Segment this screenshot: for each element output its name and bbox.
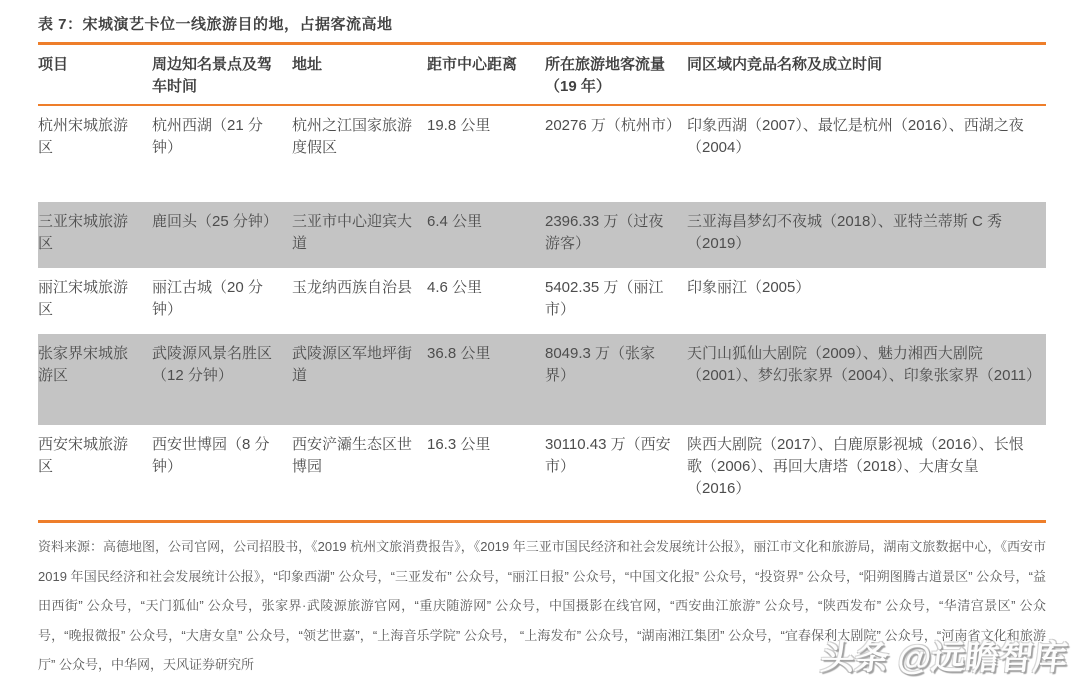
table-cell: 杭州宋城旅游区 <box>38 117 129 156</box>
table-cell: 天门山狐仙大剧院（2009）、魅力湘西大剧院（2001）、梦幻张家界（2004）、印象张家界（2011） <box>687 345 1041 384</box>
table-cell: 印象西湖（2007）、最忆是杭州（2016）、西湖之夜（2004） <box>687 117 1024 156</box>
header-project: 项目 <box>38 56 69 73</box>
table-cell: 西安浐灞生态区世博园 <box>292 436 413 475</box>
table-cell: 20276 万（杭州市） <box>545 117 681 134</box>
table-cell: 6.4 公里 <box>427 213 483 230</box>
table-cell: 西安宋城旅游区 <box>38 436 129 475</box>
table-cell: 三亚宋城旅游区 <box>38 213 129 252</box>
table-cell: 丽江古城（20 分钟） <box>152 279 263 318</box>
table-cell: 4.6 公里 <box>427 279 483 296</box>
table-cell: 张家界宋城旅游区 <box>38 345 129 384</box>
table-cell: 三亚市中心迎宾大道 <box>292 213 413 252</box>
table-cell: 杭州之江国家旅游度假区 <box>292 117 413 156</box>
table-row-sanya <box>38 202 1046 268</box>
table-cell: 8049.3 万（张家界） <box>545 345 656 384</box>
toutiao-watermark: 头条 @远瞻智库 <box>819 639 1070 677</box>
table-cell: 19.8 公里 <box>427 117 491 134</box>
table-cell: 2396.33 万（过夜游客） <box>545 213 664 252</box>
table-row-hangzhou <box>38 106 1046 202</box>
table-cell: 16.3 公里 <box>427 436 491 453</box>
table-cell: 36.8 公里 <box>427 345 491 362</box>
header-visitor-flow: 所在旅游地客流量（19 年） <box>545 56 666 95</box>
table-header-row <box>38 45 1046 106</box>
table-row-zhangjiajie <box>38 334 1046 425</box>
table-cell: 西安世博园（8 分钟） <box>152 436 270 475</box>
header-competitors: 同区域内竞品名称及成立时间 <box>687 56 883 73</box>
table-cell: 杭州西湖（21 分钟） <box>152 117 263 156</box>
data-source-note: 资料来源：高德地图，公司官网，公司招股书，《2019 杭州文旅消费报告》，《2019 年三亚市国民经济和社会发展统计公报》，丽江市文化和旅游局，湖南文旅数据中心，《西安市 2019 年国民经济和社会发展统计公报》，“印象西湖” 公众号，“三亚发布” 公众号，“丽江日报” 公众号，“中国文化报” 公众号，“投资界” 公众号，“阳朔图腾古道景区” 公众号，“益田西街” 公众号，“天门狐仙” 公众号，张家界·武陵源旅游官网，“重庆随游网” 公众号，中国摄影在线官网，“西安曲江旅游” 公众号，“陕西发布” 公众号，“华清宫景区” 公众号，“晚报微报” 公众号，“大唐女皇” 公众号，“领艺世嘉”，“上海音乐学院” 公众号， “上海发布” 公众号，“湖南湘江集团” 公众号，“宜春保利大剧院” 公众号，“河南省文化和旅游厅” 公众号，中华网，天风证券研究所 <box>38 539 1046 672</box>
table-cell: 30110.43 万（西安市） <box>545 436 671 475</box>
header-address: 地址 <box>292 56 323 73</box>
header-distance-to-center: 距市中心距离 <box>427 56 518 73</box>
table-cell: 武陵源风景名胜区（12 分钟） <box>152 345 273 384</box>
table-cell: 丽江宋城旅游区 <box>38 279 129 318</box>
table-cell: 5402.35 万（丽江市） <box>545 279 664 318</box>
header-nearby-attractions: 周边知名景点及驾车时间 <box>152 56 273 95</box>
table-row-xian <box>38 425 1046 520</box>
table-cell: 玉龙纳西族自治县 <box>292 279 413 296</box>
table-cell: 武陵源区军地坪街道 <box>292 345 413 384</box>
table-cell: 三亚海昌梦幻不夜城（2018）、亚特兰蒂斯 C 秀（2019） <box>687 213 1003 252</box>
data-table <box>38 42 1046 523</box>
table-title: 表 7：宋城演艺卡位一线旅游目的地，占据客流高地 <box>38 16 393 33</box>
table-cell: 鹿回头（25 分钟） <box>152 213 278 230</box>
table-cell: 印象丽江（2005） <box>687 279 811 296</box>
table-cell: 陕西大剧院（2017）、白鹿原影视城（2016）、长恨歌（2006）、再回大唐塔（2018）、大唐女皇（2016） <box>687 436 1024 497</box>
table-row-lijiang <box>38 268 1046 334</box>
